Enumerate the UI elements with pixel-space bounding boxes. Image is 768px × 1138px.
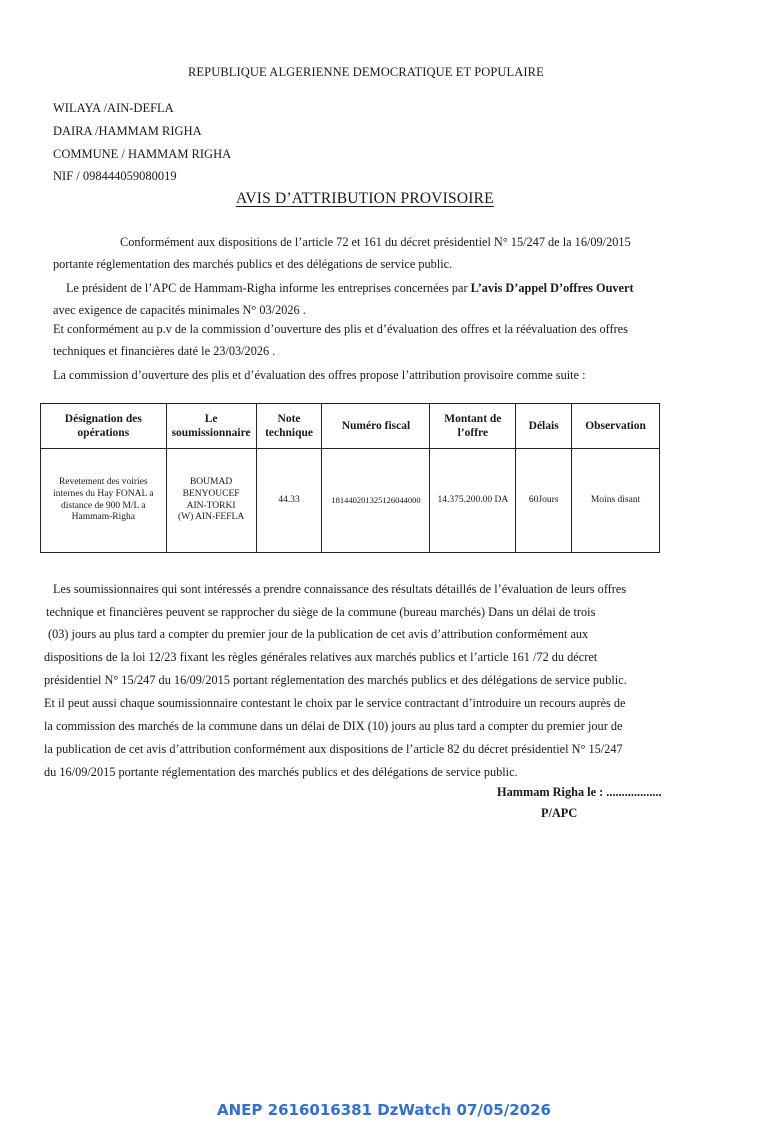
daira-line: DAIRA /HAMMAM RIGHA xyxy=(53,124,202,138)
republic-heading: REPUBLIQUE ALGERIENNE DEMOCRATIQUE ET POPULAIRE xyxy=(188,65,544,79)
header-fiscal: Numéro fiscal xyxy=(322,404,430,449)
header-designation: Désignation des opérations xyxy=(41,404,167,449)
header-observation: Observation xyxy=(572,404,660,449)
closing-line-4: dispositions de la loi 12/23 fixant les règles générales relatives aux marchés publics et l’article 161 /72 du décret xyxy=(44,650,598,664)
closing-line-6: Et il peut aussi chaque soumissionnaire contestant le choix par le service contractant d’introduire un recours auprès de xyxy=(44,696,626,710)
signature-place-date: Hammam Righa le : .................. xyxy=(497,785,662,799)
intro-paragraph-4: La commission d’ouverture des plis et d’évaluation des offres propose l’attribution provisoire comme suite : xyxy=(53,368,586,382)
header-delais: Délais xyxy=(516,404,572,449)
table-row xyxy=(41,449,660,553)
nif-line: NIF / 098444059080019 xyxy=(53,169,177,183)
intro-paragraph-2a-text: Le président de l’APC de Hammam-Righa informe les entreprises concernées par xyxy=(66,281,471,295)
closing-line-2: technique et financières peuvent se rapprocher du siège de la commune (bureau marchés) Dans un délai de trois xyxy=(46,605,596,619)
tender-type: L’avis D’appel D’offres Ouvert xyxy=(470,281,634,295)
signature-role: P/APC xyxy=(541,806,578,820)
closing-line-8: la publication de cet avis d’attribution conformément aux dispositions de l’article 82 du décret présidentiel N° 15/247 xyxy=(44,742,623,756)
closing-line-1: Les soumissionnaires qui sont intéressés a prendre connaissance des résultats détaillés de l’évaluation de leurs offres xyxy=(53,582,627,596)
closing-line-3: (03) jours au plus tard a compter du premier jour de la publication de cet avis d’attribution conformément aux xyxy=(48,627,589,641)
header-soumissionnaire: Le soumissionnaire xyxy=(166,404,256,449)
intro-paragraph-2b: avec exigence de capacités minimales N° 03/2026 . xyxy=(53,303,306,317)
publication-watermark: ANEP 2616016381 DzWatch 07/05/2026 xyxy=(217,1101,551,1119)
commune-line: COMMUNE / HAMMAM RIGHA xyxy=(53,147,232,161)
closing-line-5: présidentiel N° 15/247 du 16/09/2015 portant réglementation des marchés publics et des délégations de service public. xyxy=(44,673,627,687)
cell-observation: Moins disant xyxy=(572,449,660,553)
cell-soumissionnaire: BOUMAD BENYOUCEF AIN-TORKI (W) AIN-FEFLA xyxy=(166,449,256,553)
cell-designation: Revetement des voiries internes du Hay FONAL a distance de 900 M/L a Hammam-Righa xyxy=(41,449,167,553)
attribution-table xyxy=(40,403,660,553)
cell-delais: 60Jours xyxy=(516,449,572,553)
closing-line-7: la commission des marchés de la commune dans un délai de DIX (10) jours au plus tard a compter du premier jour de xyxy=(44,719,623,733)
header-note: Note technique xyxy=(256,404,322,449)
cell-note: 44.33 xyxy=(256,449,322,553)
intro-paragraph-1a: Conformément aux dispositions de l’article 72 et 161 du décret présidentiel N° 15/247 de la 16/09/2015 xyxy=(120,235,631,249)
header-montant: Montant de l’offre xyxy=(430,404,516,449)
intro-paragraph-1b: portante réglementation des marchés publics et des délégations de service public. xyxy=(53,257,453,271)
wilaya-line: WILAYA /AIN-DEFLA xyxy=(53,101,174,115)
document-title: AVIS D’ATTRIBUTION PROVISOIRE xyxy=(236,190,494,207)
intro-paragraph-3a: Et conformément au p.v de la commission d’ouverture des plis et d’évaluation des offres et la réévaluation des offres xyxy=(53,322,628,336)
table-header-row xyxy=(41,404,660,449)
intro-paragraph-2a xyxy=(66,281,634,296)
closing-line-9: du 16/09/2015 portante réglementation des marchés publics et des délégations de service public. xyxy=(44,765,518,779)
intro-paragraph-3b: techniques et financières daté le 23/03/2026 . xyxy=(53,344,276,358)
cell-fiscal: 181440201325126044000 xyxy=(322,449,430,553)
cell-montant: 14.375.200.00 DA xyxy=(430,449,516,553)
